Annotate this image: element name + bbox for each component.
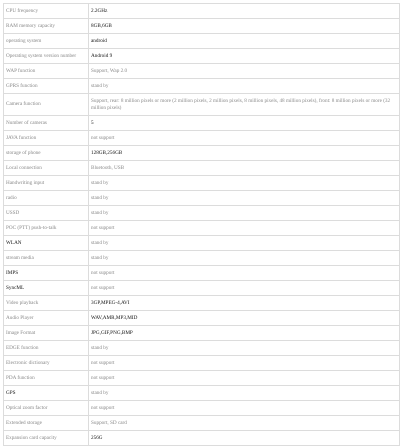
spec-label: CPU frequency xyxy=(4,4,89,19)
table-row xyxy=(4,131,400,146)
spec-value: not support xyxy=(89,281,400,296)
spec-table xyxy=(3,3,400,446)
table-row xyxy=(4,371,400,386)
table-row xyxy=(4,401,400,416)
spec-value: 128GB,256GB xyxy=(89,146,400,161)
spec-value: 2.2GHz xyxy=(89,4,400,19)
table-row xyxy=(4,64,400,79)
table-row xyxy=(4,386,400,401)
spec-value: 256G xyxy=(89,431,400,446)
table-row xyxy=(4,296,400,311)
spec-label: radio xyxy=(4,191,89,206)
spec-label: WAP function xyxy=(4,64,89,79)
table-row xyxy=(4,116,400,131)
spec-value: stand by xyxy=(89,191,400,206)
spec-label: WLAN xyxy=(4,236,89,251)
spec-label: EDGE function xyxy=(4,341,89,356)
spec-value: 5 xyxy=(89,116,400,131)
table-row xyxy=(4,94,400,116)
spec-value: not support xyxy=(89,131,400,146)
spec-label: USSD xyxy=(4,206,89,221)
table-row xyxy=(4,19,400,34)
spec-label: Operating system version number xyxy=(4,49,89,64)
spec-value: not support xyxy=(89,371,400,386)
spec-value: stand by xyxy=(89,236,400,251)
table-row xyxy=(4,206,400,221)
table-row xyxy=(4,326,400,341)
table-row xyxy=(4,221,400,236)
spec-label: Optical zoom factor xyxy=(4,401,89,416)
table-row xyxy=(4,311,400,326)
table-row xyxy=(4,251,400,266)
table-row xyxy=(4,79,400,94)
spec-value: android xyxy=(89,34,400,49)
spec-value: Support, Wap 2.0 xyxy=(89,64,400,79)
spec-value: stand by xyxy=(89,206,400,221)
spec-value: JPG,GIF,PNG,BMP xyxy=(89,326,400,341)
table-row xyxy=(4,34,400,49)
table-row xyxy=(4,161,400,176)
table-row xyxy=(4,281,400,296)
spec-value: stand by xyxy=(89,341,400,356)
spec-value: 8GB,6GB xyxy=(89,19,400,34)
spec-value: Bluetooth, USB xyxy=(89,161,400,176)
spec-label: stream media xyxy=(4,251,89,266)
spec-label: Camera function xyxy=(4,94,89,116)
spec-label: operating system xyxy=(4,34,89,49)
table-row xyxy=(4,416,400,431)
spec-value: 3GP,MPEG-4,AVI xyxy=(89,296,400,311)
table-row xyxy=(4,49,400,64)
spec-label: SyncML xyxy=(4,281,89,296)
spec-label: storage of phone xyxy=(4,146,89,161)
spec-value: stand by xyxy=(89,386,400,401)
spec-value: Support, SD card xyxy=(89,416,400,431)
spec-value: Support, rear: 8 million pixels or more (2 million pixels, 2 million pixels, 8 million pixels, 48 million pixels), front: 8 million pixels or more (32 million pixels) xyxy=(89,94,400,116)
spec-value: stand by xyxy=(89,176,400,191)
spec-label: GPRS function xyxy=(4,79,89,94)
table-row xyxy=(4,236,400,251)
spec-value: stand by xyxy=(89,79,400,94)
spec-label: PDA function xyxy=(4,371,89,386)
spec-value: stand by xyxy=(89,251,400,266)
spec-label: Image Format xyxy=(4,326,89,341)
table-row xyxy=(4,4,400,19)
spec-value: WAV,AMR,MP3,MID xyxy=(89,311,400,326)
spec-label: POC (PTT) push-to-talk xyxy=(4,221,89,236)
table-row xyxy=(4,266,400,281)
spec-label: IMPS xyxy=(4,266,89,281)
spec-label: Number of cameras xyxy=(4,116,89,131)
spec-value: not support xyxy=(89,221,400,236)
spec-value: not support xyxy=(89,356,400,371)
spec-value: not support xyxy=(89,266,400,281)
spec-label: JAVA function xyxy=(4,131,89,146)
table-row xyxy=(4,176,400,191)
table-row xyxy=(4,146,400,161)
spec-label: Video playback xyxy=(4,296,89,311)
table-row xyxy=(4,341,400,356)
spec-value: Android 9 xyxy=(89,49,400,64)
spec-value: not support xyxy=(89,401,400,416)
spec-label: Extended storage xyxy=(4,416,89,431)
spec-label: RAM memory capacity xyxy=(4,19,89,34)
table-row xyxy=(4,431,400,446)
table-row xyxy=(4,191,400,206)
spec-label: GPS xyxy=(4,386,89,401)
spec-label: Expansion card capacity xyxy=(4,431,89,446)
spec-label: Electronic dictionary xyxy=(4,356,89,371)
table-row xyxy=(4,356,400,371)
spec-label: Local connection xyxy=(4,161,89,176)
spec-label: Handwriting input xyxy=(4,176,89,191)
spec-label: Audio Player xyxy=(4,311,89,326)
